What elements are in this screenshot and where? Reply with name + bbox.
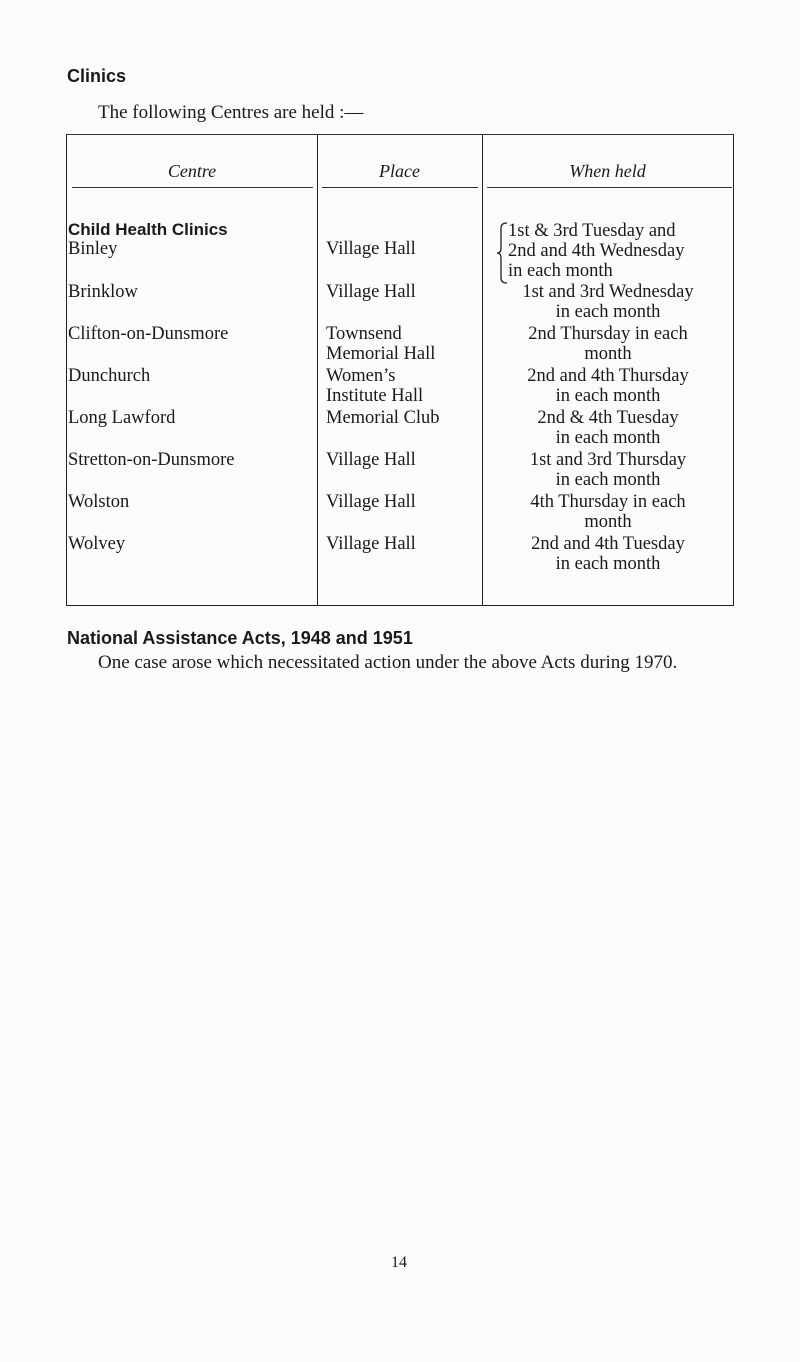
cell-line: Village Hall xyxy=(326,282,416,302)
cell-line: Village Hall xyxy=(326,492,416,512)
cell-centre: Dunchurch xyxy=(68,366,151,386)
cell-line: in each month xyxy=(555,386,661,406)
column-divider xyxy=(317,135,318,605)
header-place: Place xyxy=(379,161,420,181)
cell-place xyxy=(326,408,440,428)
cell-place xyxy=(326,534,416,554)
cell-line: 1st and 3rd Thursday xyxy=(529,450,687,470)
cell-centre: Clifton-on-Dunsmore xyxy=(68,324,229,344)
cell-centre: Binley xyxy=(68,239,118,259)
column-divider xyxy=(482,135,483,605)
cell-line: 1st and 3rd Wednesday xyxy=(522,282,694,302)
cell-line: in each month xyxy=(555,302,661,322)
cell-line: 2nd and 4th Thursday xyxy=(527,366,689,386)
cell-place xyxy=(326,492,416,512)
cell-when-held xyxy=(488,408,728,448)
cell-line: 4th Thursday in each xyxy=(530,492,686,512)
cell-line: Memorial Club xyxy=(326,408,440,428)
section-paragraph: One case arose which necessitated action under the above Acts during 1970. xyxy=(98,652,678,673)
cell-place xyxy=(326,366,423,406)
cell-place xyxy=(326,450,416,470)
cell-line: Institute Hall xyxy=(326,386,424,406)
cell-line: Memorial Hall xyxy=(326,344,436,364)
cell-line: 2nd and 4th Wednesday xyxy=(508,241,685,261)
header-rule xyxy=(487,187,732,188)
cell-line: Village Hall xyxy=(326,239,416,259)
cell-line: month xyxy=(584,344,632,364)
cell-centre: Brinklow xyxy=(68,282,138,302)
intro-text: The following Centres are held :— xyxy=(98,102,364,123)
cell-centre: Long Lawford xyxy=(68,408,176,428)
group-label: Child Health Clinics xyxy=(68,220,228,239)
clinics-table xyxy=(66,134,734,606)
page-heading: Clinics xyxy=(67,66,127,86)
cell-line: 2nd & 4th Tuesday xyxy=(537,408,679,428)
cell-centre: Wolston xyxy=(68,492,130,512)
cell-place xyxy=(326,282,416,302)
cell-centre: Wolvey xyxy=(68,534,126,554)
cell-line: Village Hall xyxy=(326,450,416,470)
cell-line: in each month xyxy=(555,554,661,574)
section-heading: National Assistance Acts, 1948 and 1951 xyxy=(67,628,413,648)
page-number: 14 xyxy=(391,1254,407,1271)
cell-when-held xyxy=(488,282,728,322)
cell-when-held xyxy=(508,221,733,281)
cell-when-held xyxy=(488,366,728,406)
cell-place xyxy=(326,239,416,259)
cell-line: Village Hall xyxy=(326,534,416,554)
cell-line: Townsend xyxy=(326,324,402,344)
header-when-held: When held xyxy=(569,161,646,181)
cell-place xyxy=(326,324,435,364)
cell-line: month xyxy=(584,512,632,532)
cell-line: in each month xyxy=(555,428,661,448)
cell-centre: Stretton-on-Dunsmore xyxy=(68,450,235,470)
cell-line: 1st & 3rd Tuesday and xyxy=(508,221,676,241)
header-rule xyxy=(72,187,313,188)
cell-line: in each month xyxy=(508,261,613,281)
header-centre: Centre xyxy=(167,161,217,181)
cell-line: Women’s xyxy=(326,366,396,386)
header-rule xyxy=(322,187,478,188)
cell-line: 2nd and 4th Tuesday xyxy=(531,534,685,554)
cell-when-held xyxy=(488,324,728,364)
cell-when-held xyxy=(488,492,728,532)
cell-line: 2nd Thursday in each xyxy=(528,324,688,344)
cell-when-held xyxy=(488,534,728,574)
cell-when-held xyxy=(488,450,728,490)
cell-line: in each month xyxy=(555,470,661,490)
